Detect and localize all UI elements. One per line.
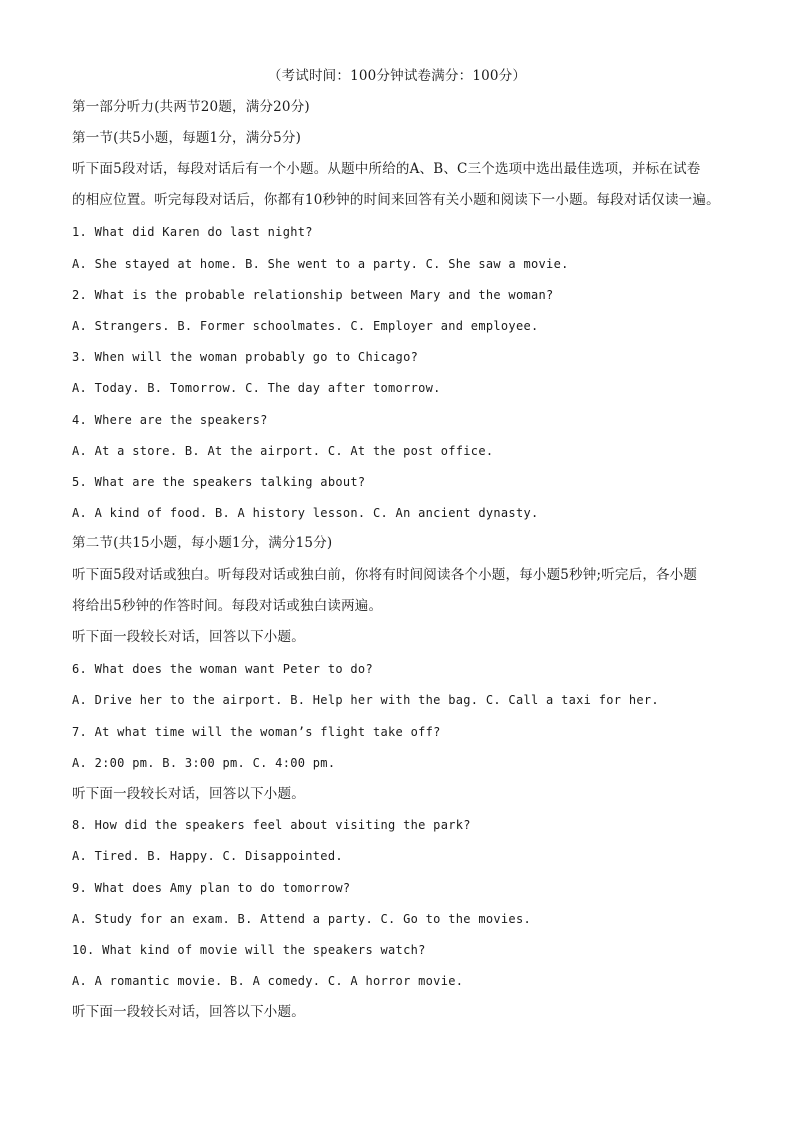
section-title: 第一节(共5小题，每题1分，满分5分)	[72, 130, 302, 146]
part-title: 第一部分听力(共两节20题，满分20分)	[72, 99, 310, 115]
question-1: 1. What did Karen do last night?	[72, 225, 313, 239]
long-dialogue-prompt: 听下面一段较长对话，回答以下小题。	[72, 629, 305, 645]
question-4-options: A. At a store. B. At the airport. C. At the post office.	[72, 444, 494, 458]
question-9-options: A. Study for an exam. B. Attend a party. C. Go to the movies.	[72, 912, 532, 926]
long-dialogue-prompt: 听下面一段较长对话，回答以下小题。	[72, 786, 305, 802]
question-10: 10. What kind of movie will the speakers watch?	[72, 943, 426, 957]
question-10-options: A. A romantic movie. B. A comedy. C. A horror movie.	[72, 974, 464, 988]
question-6-options: A. Drive her to the airport. B. Help her with the bag. C. Call a taxi for her.	[72, 693, 659, 707]
question-3: 3. When will the woman probably go to Chicago?	[72, 350, 419, 364]
section-title: 第二节(共15小题，每小题1分，满分15分)	[72, 535, 333, 551]
long-dialogue-prompt: 听下面一段较长对话，回答以下小题。	[72, 1004, 305, 1020]
instructions-line: 的相应位置。听完每段对话后，你都有10秒钟的时间来回答有关小题和阅读下一小题。每段对话仅读一遍。	[72, 192, 720, 208]
question-7: 7. At what time will the woman’s flight take off?	[72, 725, 441, 739]
instructions-line: 将给出5秒钟的作答时间。每段对话或独白读两遍。	[72, 598, 383, 614]
question-8: 8. How did the speakers feel about visiting the park?	[72, 818, 471, 832]
exam-header: （考试时间：100分钟试卷满分：100分）	[267, 68, 527, 84]
question-6: 6. What does the woman want Peter to do?	[72, 662, 373, 676]
question-7-options: A. 2:00 pm. B. 3:00 pm. C. 4:00 pm.	[72, 756, 336, 770]
question-3-options: A. Today. B. Tomorrow. C. The day after tomorrow.	[72, 381, 441, 395]
question-8-options: A. Tired. B. Happy. C. Disappointed.	[72, 849, 343, 863]
instructions-line: 听下面5段对话，每段对话后有一个小题。从题中所给的A、B、C三个选项中选出最佳选项，并标在试卷	[72, 161, 701, 177]
instructions-line: 听下面5段对话或独白。听每段对话或独白前，你将有时间阅读各个小题，每小题5秒钟;听完后，各小题	[72, 567, 698, 583]
question-5: 5. What are the speakers talking about?	[72, 475, 366, 489]
question-1-options: A. She stayed at home. B. She went to a party. C. She saw a movie.	[72, 257, 569, 271]
question-2-options: A. Strangers. B. Former schoolmates. C. Employer and employee.	[72, 319, 539, 333]
question-9: 9. What does Amy plan to do tomorrow?	[72, 881, 351, 895]
question-5-options: A. A kind of food. B. A history lesson. C. An ancient dynasty.	[72, 506, 539, 520]
question-4: 4. Where are the speakers?	[72, 413, 268, 427]
question-2: 2. What is the probable relationship between Mary and the woman?	[72, 288, 554, 302]
